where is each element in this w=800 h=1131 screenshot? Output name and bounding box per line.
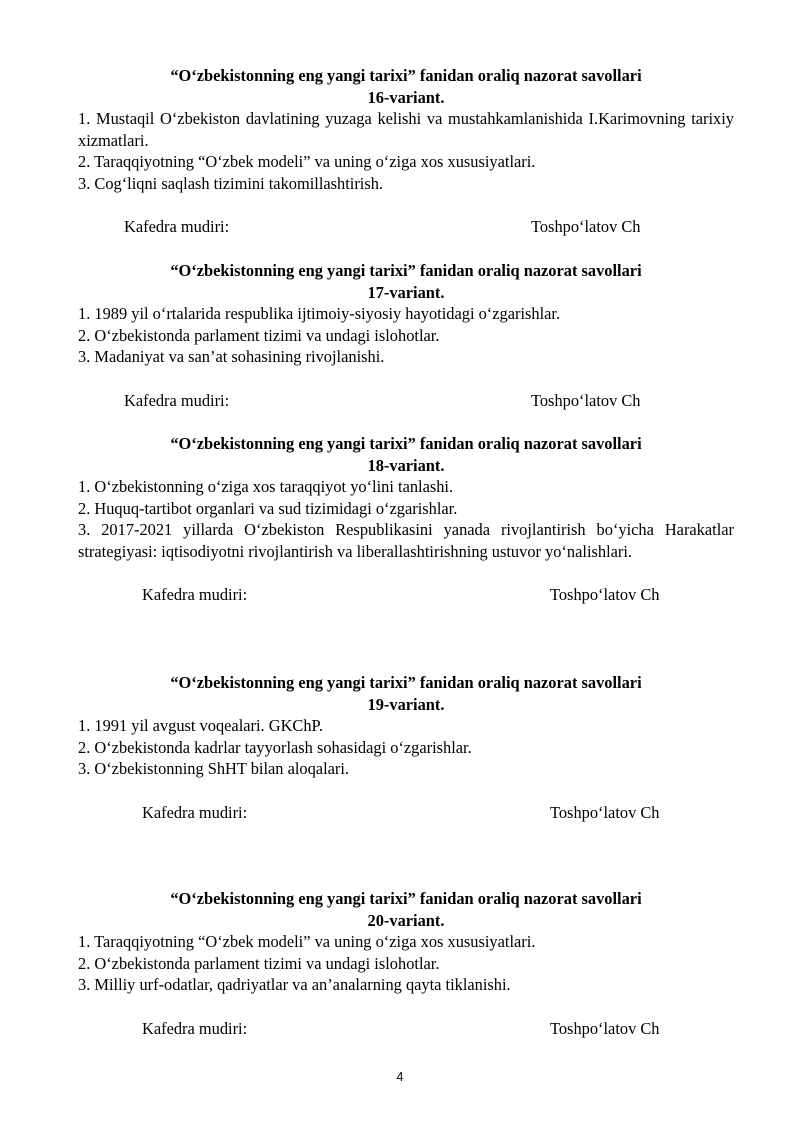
signature-name: Toshpo‘latov Ch <box>531 217 641 236</box>
signature-name: Toshpo‘latov Ch <box>550 585 660 604</box>
section-title: “O‘zbekistonning eng yangi tarixi” fanidan oraliq nazorat savollari <box>170 889 642 908</box>
question-item: 3. Cog‘liqni saqlash tizimini takomillashtirish. <box>78 173 384 193</box>
question-item: 1. Taraqqiyotning “O‘zbek modeli” va uning o‘ziga xos xususiyatlari. <box>78 932 536 951</box>
signature-name: Toshpo‘latov Ch <box>550 802 660 822</box>
variant-number: 17-variant. <box>367 282 445 302</box>
signature-label: Kafedra mudiri: <box>142 585 248 604</box>
variant-section-16 <box>78 65 734 238</box>
question-item: 2. Taraqqiyotning “O‘zbek modeli” va uning o‘ziga xos xususiyatlari. <box>78 152 536 171</box>
question-item: 2. Huquq-tartibot organlari va sud tizimidagi o‘zgarishlar. <box>78 498 458 518</box>
question-item: 1. 1991 yil avgust voqealari. GKChP. <box>78 716 323 735</box>
signature-label: Kafedra mudiri: <box>124 390 230 410</box>
variant-number: 19-variant. <box>367 694 445 714</box>
question-item: 3. 2017-2021 yillarda O‘zbekiston Respublikasini yanada rivojlantirish bo‘yicha Harakatlar strategiyasi: iqtisodiyotni rivojlantirish va liberallashtirishning ustuvor yo‘nalishlari. <box>78 520 734 561</box>
question-item: 2. O‘zbekistonda parlament tizimi va undagi islohotlar. <box>78 325 440 345</box>
variant-section-17 <box>78 260 734 412</box>
question-item: 3. O‘zbekistonning ShHT bilan aloqalari. <box>78 759 350 778</box>
signature-line <box>78 1018 734 1040</box>
question-item: 2. O‘zbekistonda kadrlar tayyorlash sohasidagi o‘zgarishlar. <box>78 737 472 757</box>
variant-section-18 <box>78 433 734 606</box>
section-title: “O‘zbekistonning eng yangi tarixi” fanidan oraliq nazorat savollari <box>170 673 642 692</box>
signature-line <box>78 584 734 606</box>
question-item: 1. 1989 yil o‘rtalarida respublika ijtimoiy-siyosiy hayotidagi o‘zgarishlar. <box>78 304 561 323</box>
signature-label: Kafedra mudiri: <box>124 217 230 236</box>
signature-line <box>78 802 734 824</box>
question-item: 3. Madaniyat va san’at sohasining rivojlanishi. <box>78 347 385 366</box>
signature-label: Kafedra mudiri: <box>142 802 248 822</box>
question-item: 2. O‘zbekistonda parlament tizimi va undagi islohotlar. <box>78 953 440 973</box>
question-item: 1. O‘zbekistonning o‘ziga xos taraqqiyot yo‘lini tanlashi. <box>78 477 454 496</box>
question-item: 3. Milliy urf-odatlar, qadriyatlar va an’analarning qayta tiklanishi. <box>78 975 511 994</box>
variant-number: 20-variant. <box>367 910 445 930</box>
variant-section-19 <box>78 672 734 824</box>
variant-number: 16-variant. <box>367 87 445 107</box>
signature-name: Toshpo‘latov Ch <box>531 390 641 410</box>
section-title: “O‘zbekistonning eng yangi tarixi” fanidan oraliq nazorat savollari <box>170 66 642 85</box>
variant-section-20 <box>78 888 734 1040</box>
signature-label: Kafedra mudiri: <box>142 1018 248 1038</box>
page-number: 4 <box>396 1070 404 1084</box>
section-title: “O‘zbekistonning eng yangi tarixi” fanidan oraliq nazorat savollari <box>170 434 642 453</box>
signature-line <box>78 390 734 412</box>
signature-line <box>78 216 734 238</box>
section-title: “O‘zbekistonning eng yangi tarixi” fanidan oraliq nazorat savollari <box>170 261 642 280</box>
signature-name: Toshpo‘latov Ch <box>550 1018 660 1038</box>
question-item: 1. Mustaqil O‘zbekiston davlatining yuzaga kelishi va mustahkamlanishida I.Karimovning tarixiy xizmatlari. <box>78 109 734 150</box>
variant-number: 18-variant. <box>367 455 445 475</box>
